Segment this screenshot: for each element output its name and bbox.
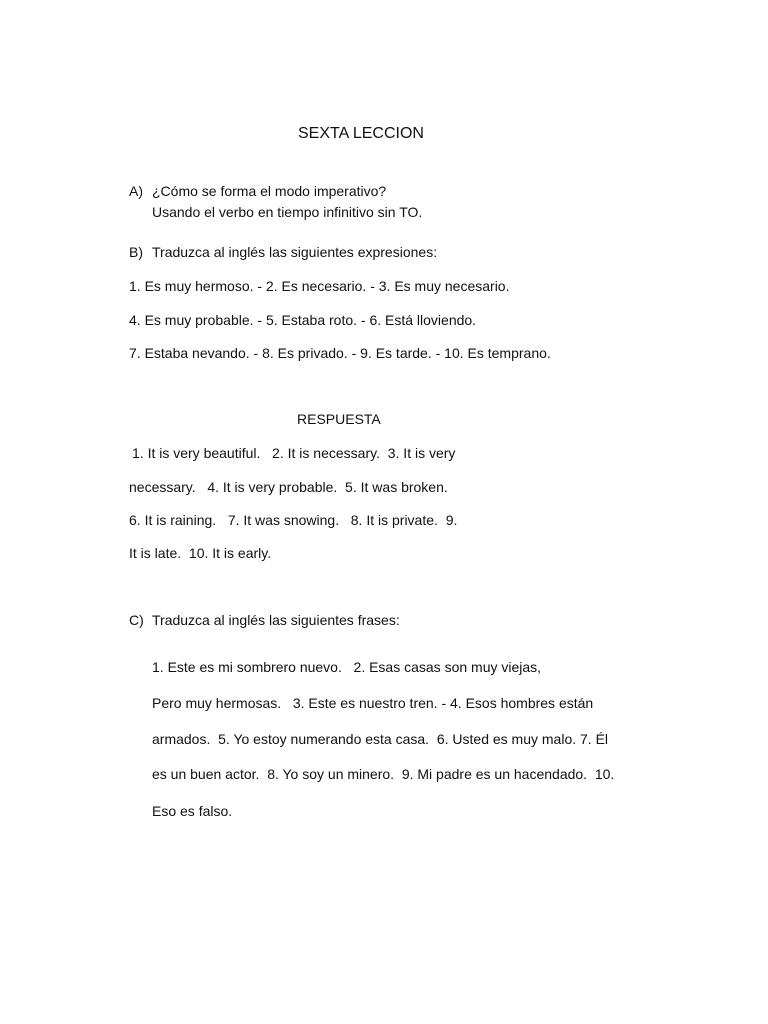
section-a-marker: A) xyxy=(129,183,143,199)
respuesta-line: It is late. 10. It is early. xyxy=(129,545,272,561)
section-b-line: 7. Estaba nevando. - 8. Es privado. - 9. Es tarde. - 10. Es temprano. xyxy=(129,345,551,361)
section-c-line: armados. 5. Yo estoy numerando esta casa. 6. Usted es muy malo. 7. Él xyxy=(152,731,609,747)
section-c-line: Eso es falso. xyxy=(152,803,233,819)
page-title: SEXTA LECCION xyxy=(298,125,424,142)
section-a-question-text: ¿Cómo se forma el modo imperativo? xyxy=(152,183,387,199)
section-c-instruction-text: Traduzca al inglés las siguientes frases: xyxy=(152,612,400,628)
respuesta-heading: RESPUESTA xyxy=(297,411,381,427)
section-b-marker: B) xyxy=(129,244,143,260)
section-c-marker: C) xyxy=(129,612,144,628)
section-c-line: es un buen actor. 8. Yo soy un minero. 9. Mi padre es un hacendado. 10. xyxy=(152,766,615,782)
section-c-instruction xyxy=(129,611,400,629)
section-b-line: 1. Es muy hermoso. - 2. Es necesario. - 3. Es muy necesario. xyxy=(129,278,510,294)
section-c-line: 1. Este es mi sombrero nuevo. 2. Esas casas son muy viejas, xyxy=(152,659,542,675)
section-c-line: Pero muy hermosas. 3. Este es nuestro tren. - 4. Esos hombres están xyxy=(152,695,594,711)
section-b-instruction-text: Traduzca al inglés las siguientes expresiones: xyxy=(152,244,438,260)
respuesta-line: necessary. 4. It is very probable. 5. It was broken. xyxy=(129,479,448,495)
section-a-question xyxy=(129,182,386,200)
section-b-line: 4. Es muy probable. - 5. Estaba roto. - 6. Está lloviendo. xyxy=(129,312,477,328)
respuesta-line: 6. It is raining. 7. It was snowing. 8. It is private. 9. xyxy=(129,512,458,528)
section-b-instruction xyxy=(129,243,437,261)
respuesta-line: 1. It is very beautiful. 2. It is necessary. 3. It is very xyxy=(132,445,456,461)
section-a-answer: Usando el verbo en tiempo infinitivo sin TO. xyxy=(152,204,423,220)
